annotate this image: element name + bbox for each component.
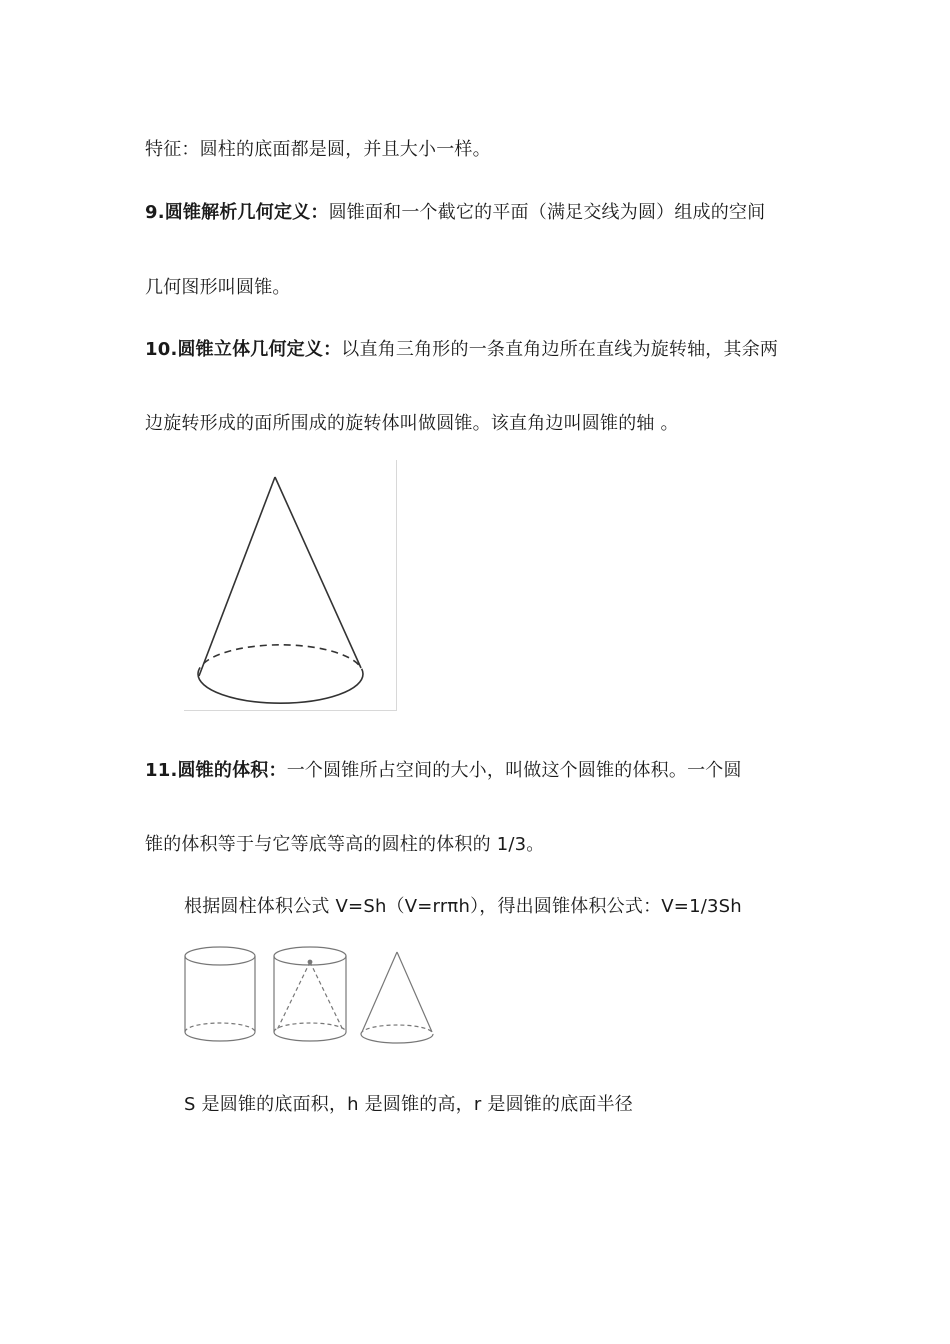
definition-11-continuation: 锥的体积等于与它等底等高的圆柱的体积的 1/3。 xyxy=(145,834,545,855)
cylinder-cone-comparison-figure xyxy=(180,944,440,1054)
cylinder-shape xyxy=(185,947,255,1041)
cylinder-with-cone-shape xyxy=(274,947,346,1041)
volume-formula: 根据圆柱体积公式 V=Sh（V=rrπh），得出圆锥体积公式：V=1/3Sh xyxy=(184,896,742,917)
heading-11: 11.圆锥的体积： xyxy=(145,760,287,781)
heading-9: 9.圆锥解析几何定义： xyxy=(145,202,329,223)
definition-10-text: 以直角三角形的一条直角边所在直线为旋转轴，其余两 xyxy=(341,339,779,360)
cone-shape xyxy=(361,952,433,1043)
definition-9-text: 圆锥面和一个截它的平面（满足交线为圆）组成的空间 xyxy=(328,202,766,223)
cone-volume-definition xyxy=(145,758,742,784)
feature-line: 特征：圆柱的底面都是圆，并且大小一样。 xyxy=(145,139,491,160)
cone-figure xyxy=(184,460,399,712)
definition-11-text: 一个圆锥所占空间的大小，叫做这个圆锥的体积。一个圆 xyxy=(286,760,742,781)
definition-10-continuation: 边旋转形成的面所围成的旋转体叫做圆锥。该直角边叫圆锥的轴 。 xyxy=(145,413,679,434)
definition-9-continuation: 几何图形叫圆锥。 xyxy=(145,277,291,298)
variable-legend: S 是圆锥的底面积，h 是圆锥的高，r 是圆锥的底面半径 xyxy=(184,1094,633,1115)
cone-solid-definition xyxy=(145,337,778,363)
heading-10: 10.圆锥立体几何定义： xyxy=(145,339,342,360)
cone-analytic-definition xyxy=(145,200,765,226)
